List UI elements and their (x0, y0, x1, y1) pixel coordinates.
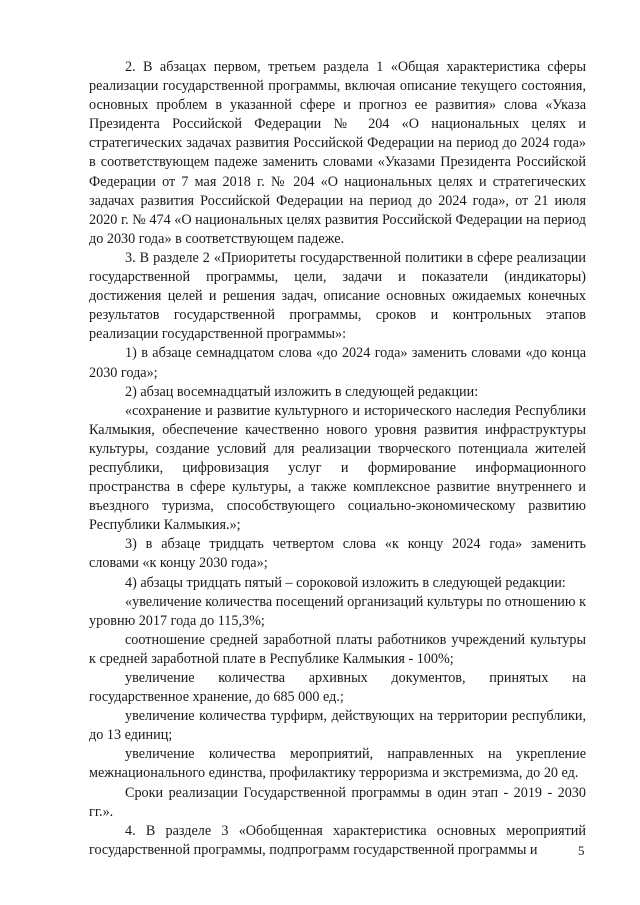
paragraph-indicator-visits: «увеличение количества посещений организаций культуры по отношению к уровню 2017 года до 115,3%; (89, 593, 586, 629)
page-number: 5 (578, 843, 585, 858)
paragraph-subitem-3: 3) в абзаце тридцать четвертом слова «к концу 2024 года» заменить словами «к концу 2030 года»; (89, 536, 586, 572)
paragraph-item-4-section-3: 4. В разделе 3 «Обобщенная характеристика основных мероприятий государственной программы, подпрограмм государственной программы и (89, 822, 586, 858)
paragraph-quoted-text: «сохранение и развитие культурного и исторического наследия Республики Калмыкия, обеспечение качественно нового уровня развития инфраструктуры культуры, создание условий для реализации творческого потенциала жителей республики, цифровизация услуг и формирование информационного пространства в сфере культуры, а также комплексное развитие внутреннего и въездного туризма, способствующего социально-экономическому развитию Республики Калмыкия.»; (89, 402, 586, 534)
paragraph-indicator-events: увеличение количества мероприятий, направленных на укрепление межнационального единства, профилактику терроризма и экстремизма, до 20 ед. (89, 746, 586, 782)
paragraph-item-2-section-1: 2. В абзацах первом, третьем раздела 1 «Общая характеристика сферы реализации государственной программы, включая описание текущего состояния, основных проблем в указанной сфере и прогноз ее развития» слова «Указа Президента Российской Федерации № 204 «О национальных целях и стратегических задачах развития Российской Федерации на период до 2024 года» в соответствующем падеже заменить словами «Указами Президента Российской Федерации от 7 мая 2018 г. № 204 «О национальных целях и стратегических задачах развития Российской Федерации на период до 2024 года», от 21 июля 2020 г. № 474 «О национальных целях развития Российской Федерации на период до 2030 года» в соответствующем падеже. (89, 59, 586, 247)
paragraph-subitem-2: 2) абзац восемнадцатый изложить в следующей редакции: (125, 383, 479, 400)
paragraph-indicator-salary: соотношение средней заработной платы работников учреждений культуры к средней заработной плате в Республике Калмыкия - 100%; (89, 631, 586, 667)
document-body (89, 58, 586, 860)
paragraph-program-terms: Сроки реализации Государственной программы в один этап - 2019 - 2030 гг.». (89, 784, 586, 820)
paragraph-indicator-tour-firms: увеличение количества турфирм, действующих на территории республики, до 13 единиц; (89, 708, 586, 744)
paragraph-indicator-archives: увеличение количества архивных документов, принятых на государственное хранение, до 685 000 ед.; (89, 670, 586, 706)
paragraph-item-3-section-2: 3. В разделе 2 «Приоритеты государственной политики в сфере реализации государственной программы, цели, задачи и показатели (индикаторы) достижения целей и решения задач, описание основных ожидаемых конечных результатов государственной программы, сроков и контрольных этапов реализации государственной программы»: (89, 249, 586, 343)
paragraph-subitem-1: 1) в абзаце семнадцатом слова «до 2024 года» заменить словами «до конца 2030 года»; (89, 345, 586, 381)
paragraph-subitem-4: 4) абзацы тридцать пятый – сороковой изложить в следующей редакции: (125, 574, 566, 591)
